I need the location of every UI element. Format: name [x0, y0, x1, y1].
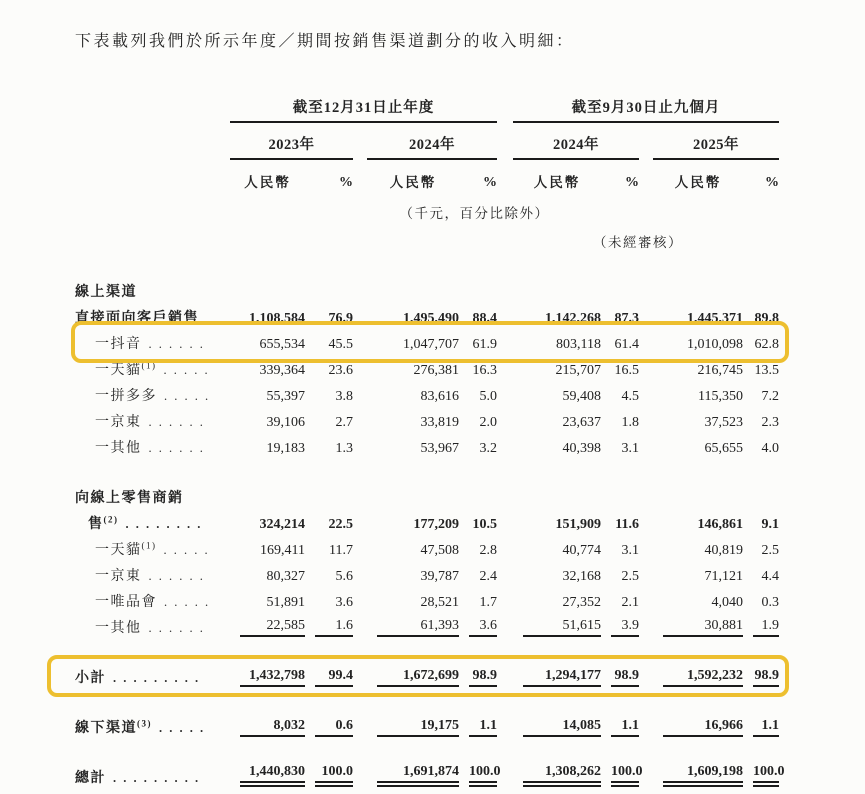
row-label: 一唯品會 . . . . . [95, 595, 211, 610]
percent-value-cell: 2.5 [621, 569, 640, 584]
table-row [75, 353, 779, 379]
dot-leader: . . . . . . . . . [113, 771, 201, 785]
dot-leader: . . . . . [163, 363, 210, 377]
section-row [75, 275, 779, 301]
amount-value-cell: 59,408 [562, 389, 602, 404]
row-label: 向線上零售商銷 [75, 491, 184, 506]
percent-value-cell: 2.8 [479, 543, 498, 558]
table-row [75, 711, 779, 737]
percent-value-cell: 11.7 [329, 543, 353, 558]
amount-value-cell: 71,121 [704, 569, 744, 584]
unit-note-row [75, 191, 779, 222]
amount-value-cell: 30,881 [653, 611, 743, 637]
amount-value-cell: 4,040 [711, 595, 744, 610]
amount-value-cell: 65,655 [704, 441, 744, 456]
amount-value-cell: 39,106 [266, 415, 305, 430]
unit-note: （千元，百分比除外） [399, 206, 550, 221]
dot-leader: . . . . . . [148, 337, 205, 351]
percent-value-cell: 88.4 [472, 311, 498, 326]
dot-leader: . . . . . [163, 543, 210, 557]
percent-value-cell: 2.1 [621, 595, 640, 610]
amount-value-cell: 28,521 [420, 595, 459, 610]
dot-leader: . . . . . . [148, 441, 205, 455]
amount-value-cell: 1,308,262 [513, 761, 601, 787]
currency-header-row [75, 159, 779, 191]
table-header [75, 93, 779, 275]
percent-value-cell: 4.4 [761, 569, 780, 584]
percent-value-cell: 2.7 [335, 415, 353, 430]
percent-value-cell: 2.3 [761, 415, 780, 430]
amount-value-cell: 1,495,490 [403, 311, 459, 326]
spacer-row [75, 687, 779, 711]
amount-value-cell: 115,350 [698, 389, 744, 404]
spacer-row [75, 637, 779, 661]
row-label: 一其他 . . . . . . [95, 621, 205, 636]
percent-value-cell: 10.5 [472, 517, 498, 532]
currency-label: 人民幣 [533, 175, 581, 190]
footnote-ref: (1) [141, 540, 157, 551]
table-row [75, 559, 779, 585]
percent-value-cell: 2.0 [479, 415, 498, 430]
amount-value-cell: 1,592,232 [653, 661, 743, 687]
amount-value-cell: 16,966 [653, 711, 743, 737]
percent-label: % [339, 175, 353, 190]
percent-value-cell: 5.0 [479, 389, 498, 404]
percent-value-cell: 0.6 [305, 711, 353, 737]
spacer-row [75, 737, 779, 761]
amount-value-cell: 40,819 [704, 543, 744, 558]
amount-value-cell: 22,585 [230, 611, 305, 637]
percent-value-cell: 98.9 [601, 661, 639, 687]
row-label: 一拼多多 . . . . . [95, 389, 211, 404]
row-label: 線上渠道 [75, 285, 137, 300]
percent-value-cell: 2.5 [761, 543, 780, 558]
dot-leader: . . . . . . . . [125, 517, 203, 531]
percent-value-cell: 76.9 [328, 311, 353, 326]
percent-value-cell: 1.3 [335, 441, 353, 456]
amount-value-cell: 151,909 [555, 517, 602, 532]
table-body [75, 275, 785, 787]
amount-value-cell: 53,967 [420, 441, 459, 456]
year-2024-9m-header: 2024年 [513, 122, 639, 159]
amount-value-cell: 80,327 [266, 569, 305, 584]
currency-label: 人民幣 [674, 175, 722, 190]
amount-value-cell: 1,691,874 [367, 761, 459, 787]
percent-value-cell: 7.2 [761, 389, 780, 404]
row-label: 總計 . . . . . . . . . [75, 771, 201, 786]
unaudited-note: （未經審核） [593, 235, 684, 250]
percent-value-cell: 3.9 [601, 611, 639, 637]
percent-value-cell: 3.6 [459, 611, 497, 637]
dot-leader: . . . . . . . . . [113, 671, 201, 685]
row-label: 售$^{(2)}$ . . . . . . . . [88, 514, 203, 532]
amount-value-cell: 276,381 [413, 363, 459, 378]
percent-value-cell: 100.0 [305, 761, 353, 787]
percent-value-cell: 45.5 [328, 337, 353, 352]
row-label: 一京東 . . . . . . [95, 415, 205, 430]
amount-value-cell: 33,819 [420, 415, 459, 430]
percent-value-cell: 89.8 [754, 311, 780, 326]
percent-value-cell: 98.9 [743, 661, 779, 687]
amount-value-cell: 51,615 [513, 611, 601, 637]
percent-value-cell: 1.9 [743, 611, 779, 637]
dot-leader: . . . . . . [148, 569, 205, 583]
spacer-row [75, 457, 779, 481]
percent-value-cell: 100.0 [601, 761, 639, 787]
percent-value-cell: 99.4 [305, 661, 353, 687]
amount-value-cell: 803,118 [556, 337, 602, 352]
amount-value-cell: 8,032 [230, 711, 305, 737]
percent-value-cell: 1.8 [621, 415, 640, 430]
amount-value-cell: 39,787 [420, 569, 459, 584]
table-row [75, 431, 779, 457]
dot-leader: . . . . . [164, 595, 211, 609]
amount-value-cell: 1,440,830 [230, 761, 305, 787]
amount-value-cell: 177,209 [413, 517, 459, 532]
row-label: 直接面向客戶銷售 [75, 311, 199, 326]
table-row [75, 585, 779, 611]
footnote-ref: (3) [137, 718, 152, 729]
table-row [75, 507, 779, 533]
amount-value-cell: 51,891 [266, 595, 305, 610]
currency-label: 人民幣 [244, 175, 291, 190]
percent-value-cell: 9.1 [761, 517, 780, 532]
amount-value-cell: 19,175 [367, 711, 459, 737]
spacer-row [75, 251, 779, 275]
footnote-ref: (1) [141, 360, 157, 371]
table-row [75, 761, 779, 787]
page-title: 下表載列我們於所示年度／期間按銷售渠道劃分的收入明細： [75, 33, 575, 50]
percent-value-cell: 0.3 [761, 595, 780, 610]
percent-value-cell: 61.4 [614, 337, 640, 352]
amount-value-cell: 339,364 [259, 363, 305, 378]
percent-value-cell: 3.2 [479, 441, 498, 456]
percent-value-cell: 22.5 [328, 517, 353, 532]
dot-leader: . . . . . . [148, 415, 205, 429]
table-row [75, 533, 779, 559]
amount-value-cell: 14,085 [513, 711, 601, 737]
amount-value-cell: 1,445,371 [687, 311, 744, 326]
unaudited-row [75, 222, 779, 251]
amount-value-cell: 40,398 [562, 441, 602, 456]
amount-value-cell: 61,393 [367, 611, 459, 637]
amount-value-cell: 32,168 [562, 569, 602, 584]
percent-value-cell: 100.0 [459, 761, 497, 787]
amount-value-cell: 83,616 [420, 389, 459, 404]
dot-leader: . . . . . [164, 389, 211, 403]
percent-value-cell: 1.6 [305, 611, 353, 637]
amount-value-cell: 324,214 [259, 517, 305, 532]
amount-value-cell: 1,609,198 [653, 761, 743, 787]
amount-value-cell: 146,861 [697, 517, 744, 532]
percent-value-cell: 87.3 [614, 311, 640, 326]
percent-value-cell: 1.7 [479, 595, 498, 610]
amount-value-cell: 215,707 [555, 363, 602, 378]
revenue-table [75, 93, 785, 787]
table-row [75, 327, 779, 353]
table-row [75, 661, 779, 687]
table-row [75, 405, 779, 431]
percent-value-cell: 23.6 [328, 363, 353, 378]
percent-value-cell: 16.5 [614, 363, 640, 378]
percent-label: % [765, 175, 780, 190]
year-2025-header: 2025年 [653, 122, 779, 159]
table-row [75, 379, 779, 405]
amount-value-cell: 1,142,268 [545, 311, 602, 326]
amount-value-cell: 23,637 [562, 415, 602, 430]
currency-label: 人民幣 [389, 175, 437, 190]
percent-value-cell: 13.5 [754, 363, 780, 378]
dot-leader: . . . . . [159, 721, 206, 735]
percent-value-cell: 4.5 [621, 389, 640, 404]
percent-value-cell: 1.1 [601, 711, 639, 737]
row-label: 一天貓$^{(1)}$ . . . . . [95, 360, 210, 378]
period-header-row [75, 93, 779, 122]
amount-value-cell: 55,397 [266, 389, 305, 404]
amount-value-cell: 1,108,584 [249, 311, 305, 326]
amount-value-cell: 216,745 [697, 363, 744, 378]
percent-value-cell: 3.8 [335, 389, 353, 404]
percent-value-cell: 4.0 [761, 441, 780, 456]
row-label: 一天貓$^{(1)}$ . . . . . [95, 540, 210, 558]
percent-value-cell: 98.9 [459, 661, 497, 687]
year-header-row [75, 122, 779, 159]
amount-value-cell: 1,047,707 [403, 337, 459, 352]
percent-value-cell: 5.6 [335, 569, 353, 584]
percent-value-cell: 3.6 [335, 595, 353, 610]
percent-value-cell: 100.0 [743, 761, 779, 787]
percent-value-cell: 11.6 [615, 517, 640, 532]
period-1-header: 截至12月31日止年度 [230, 93, 497, 122]
percent-value-cell: 61.9 [472, 337, 498, 352]
row-label: 線下渠道$^{(3)}$ . . . . . [75, 718, 206, 736]
percent-value-cell: 62.8 [754, 337, 780, 352]
amount-value-cell: 1,010,098 [687, 337, 744, 352]
amount-value-cell: 1,672,699 [367, 661, 459, 687]
section-row [75, 481, 779, 507]
percent-label: % [483, 175, 498, 190]
amount-value-cell: 47,508 [420, 543, 459, 558]
amount-value-cell: 1,294,177 [513, 661, 601, 687]
amount-value-cell: 27,352 [562, 595, 602, 610]
amount-value-cell: 37,523 [704, 415, 744, 430]
row-label: 一京東 . . . . . . [95, 569, 205, 584]
percent-label: % [625, 175, 640, 190]
percent-value-cell: 1.1 [743, 711, 779, 737]
percent-value-cell: 3.1 [621, 543, 640, 558]
percent-value-cell: 16.3 [472, 363, 498, 378]
year-2023-header: 2023年 [230, 122, 353, 159]
row-label: 一其他 . . . . . . [95, 441, 205, 456]
amount-value-cell: 1,432,798 [230, 661, 305, 687]
row-label: 小計 . . . . . . . . . [75, 671, 201, 686]
percent-value-cell: 1.1 [459, 711, 497, 737]
year-2024-header: 2024年 [367, 122, 497, 159]
dot-leader: . . . . . . [148, 621, 205, 635]
period-2-header: 截至9月30日止九個月 [513, 93, 779, 122]
table-row [75, 611, 779, 637]
amount-value-cell: 19,183 [266, 441, 305, 456]
percent-value-cell: 3.1 [621, 441, 640, 456]
footnote-ref: (2) [103, 514, 119, 525]
percent-value-cell: 2.4 [479, 569, 498, 584]
amount-value-cell: 40,774 [562, 543, 602, 558]
amount-value-cell: 169,411 [260, 543, 305, 558]
table-row [75, 301, 779, 327]
amount-value-cell: 655,534 [259, 337, 305, 352]
row-label: 一抖音 . . . . . . [95, 337, 205, 352]
